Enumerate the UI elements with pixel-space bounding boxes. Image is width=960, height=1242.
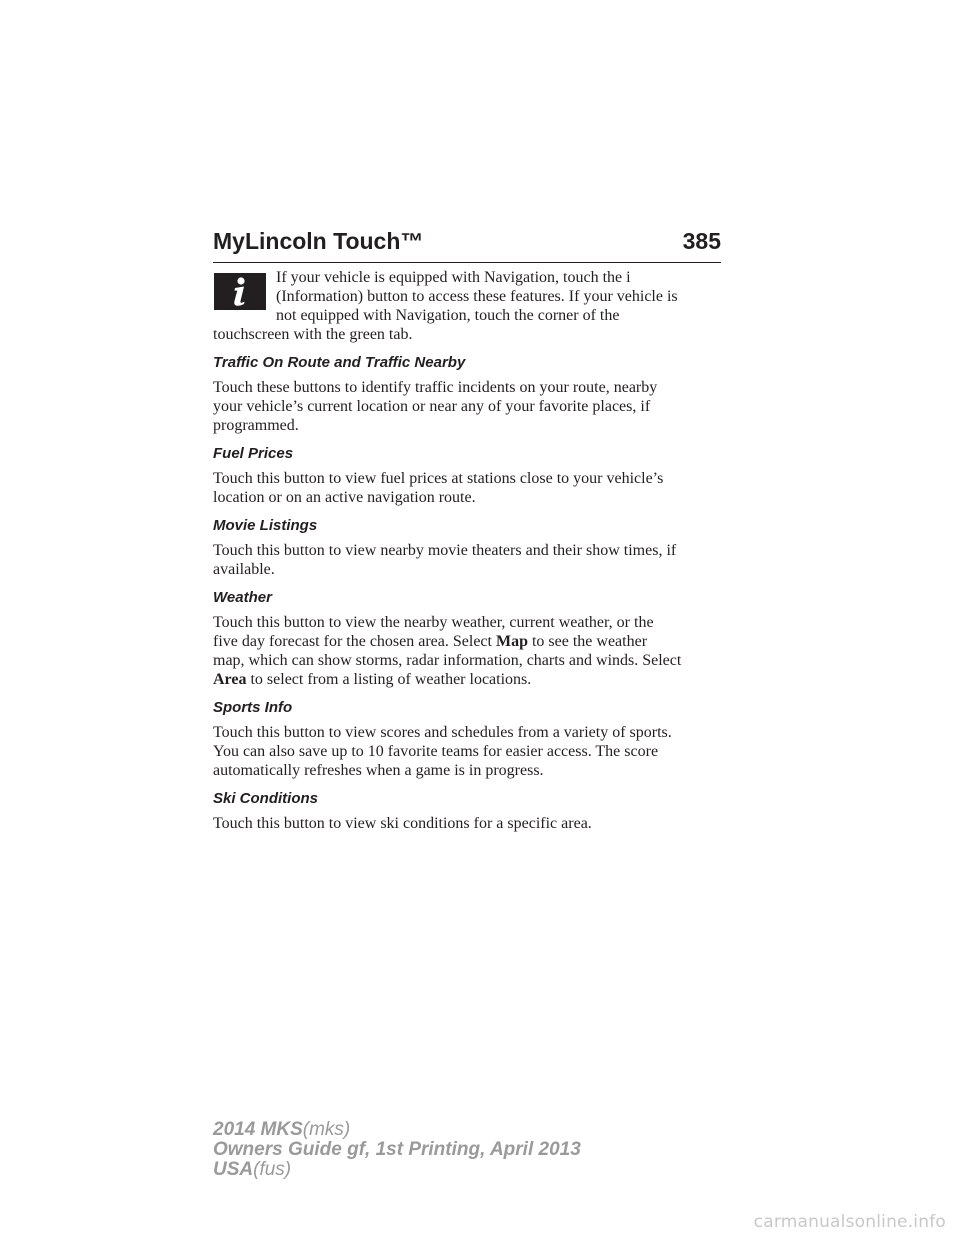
body-text: to select from a listing of weather locations. (246, 671, 532, 688)
body-line: map, which can show storms, radar information, charts and winds. Select (213, 652, 682, 669)
footer-model: 2014 MKS (213, 1119, 303, 1140)
map-term: Map (495, 633, 528, 650)
footer-model-code: (mks) (302, 1119, 351, 1140)
body-line: location or on an active navigation route. (213, 489, 476, 506)
footer-line (213, 1140, 581, 1160)
area-term: Area (213, 671, 247, 688)
section-heading: Weather (213, 589, 272, 606)
intro-line: touchscreen with the green tab. (213, 326, 413, 343)
section-body (213, 613, 725, 689)
print-footer (213, 1120, 581, 1180)
body-line: automatically refreshes when a game is in progress. (213, 762, 544, 779)
footer-edition: Owners Guide gf, 1st Printing, April 2013 (213, 1139, 581, 1160)
body-line: programmed. (213, 417, 299, 434)
footer-line (213, 1160, 581, 1180)
body-line: Touch this button to view the nearby weather, current weather, or the (213, 614, 654, 631)
footer-market: USA (213, 1159, 254, 1180)
intro-line: If your vehicle is equipped with Navigation, touch the i (276, 269, 631, 286)
body-line: You can also save up to 10 favorite teams for easier access. The score (213, 743, 659, 760)
page-number: 385 (682, 228, 721, 254)
section-body (213, 814, 725, 833)
section-body (213, 541, 725, 579)
body-text: to see the weather (527, 633, 648, 650)
body-line (213, 632, 725, 651)
section-sports-info (213, 698, 725, 780)
page-header (213, 226, 721, 263)
intro-line: not equipped with Navigation, touch the corner of the (276, 307, 620, 324)
body-text: five day forecast for the chosen area. Select (213, 633, 496, 650)
section-movie-listings (213, 516, 725, 579)
body-line (213, 670, 725, 689)
body-line: available. (213, 561, 275, 578)
body-line: Touch this button to view scores and schedules from a variety of sports. (213, 724, 672, 741)
section-heading: Sports Info (213, 699, 293, 716)
section-traffic (213, 353, 725, 435)
section-heading: Movie Listings (213, 517, 318, 534)
section-ski-conditions (213, 789, 725, 833)
page-content (213, 268, 725, 842)
body-line: Touch this button to view nearby movie theaters and their show times, if (213, 542, 677, 559)
section-heading: Fuel Prices (213, 445, 294, 462)
section-weather (213, 588, 725, 689)
body-line: Touch this button to view ski conditions for a specific area. (213, 815, 592, 832)
watermark: carmanualsonline.info (753, 1212, 946, 1232)
body-line: Touch these buttons to identify traffic incidents on your route, nearby (213, 379, 658, 396)
section-fuel-prices (213, 444, 725, 507)
footer-market-code: (fus) (253, 1159, 292, 1180)
section-body (213, 469, 725, 507)
section-heading: Ski Conditions (213, 790, 318, 807)
section-heading: Traffic On Route and Traffic Nearby (213, 354, 466, 371)
section-body (213, 723, 725, 780)
body-line: Touch this button to view fuel prices at stations close to your vehicle’s (213, 470, 664, 487)
body-line: your vehicle’s current location or near any of your favorite places, if (213, 398, 651, 415)
intro-line: (Information) button to access these features. If your vehicle is (276, 288, 678, 305)
section-body (213, 378, 725, 435)
chapter-title: MyLincoln Touch™ (213, 228, 424, 254)
footer-line (213, 1120, 581, 1140)
